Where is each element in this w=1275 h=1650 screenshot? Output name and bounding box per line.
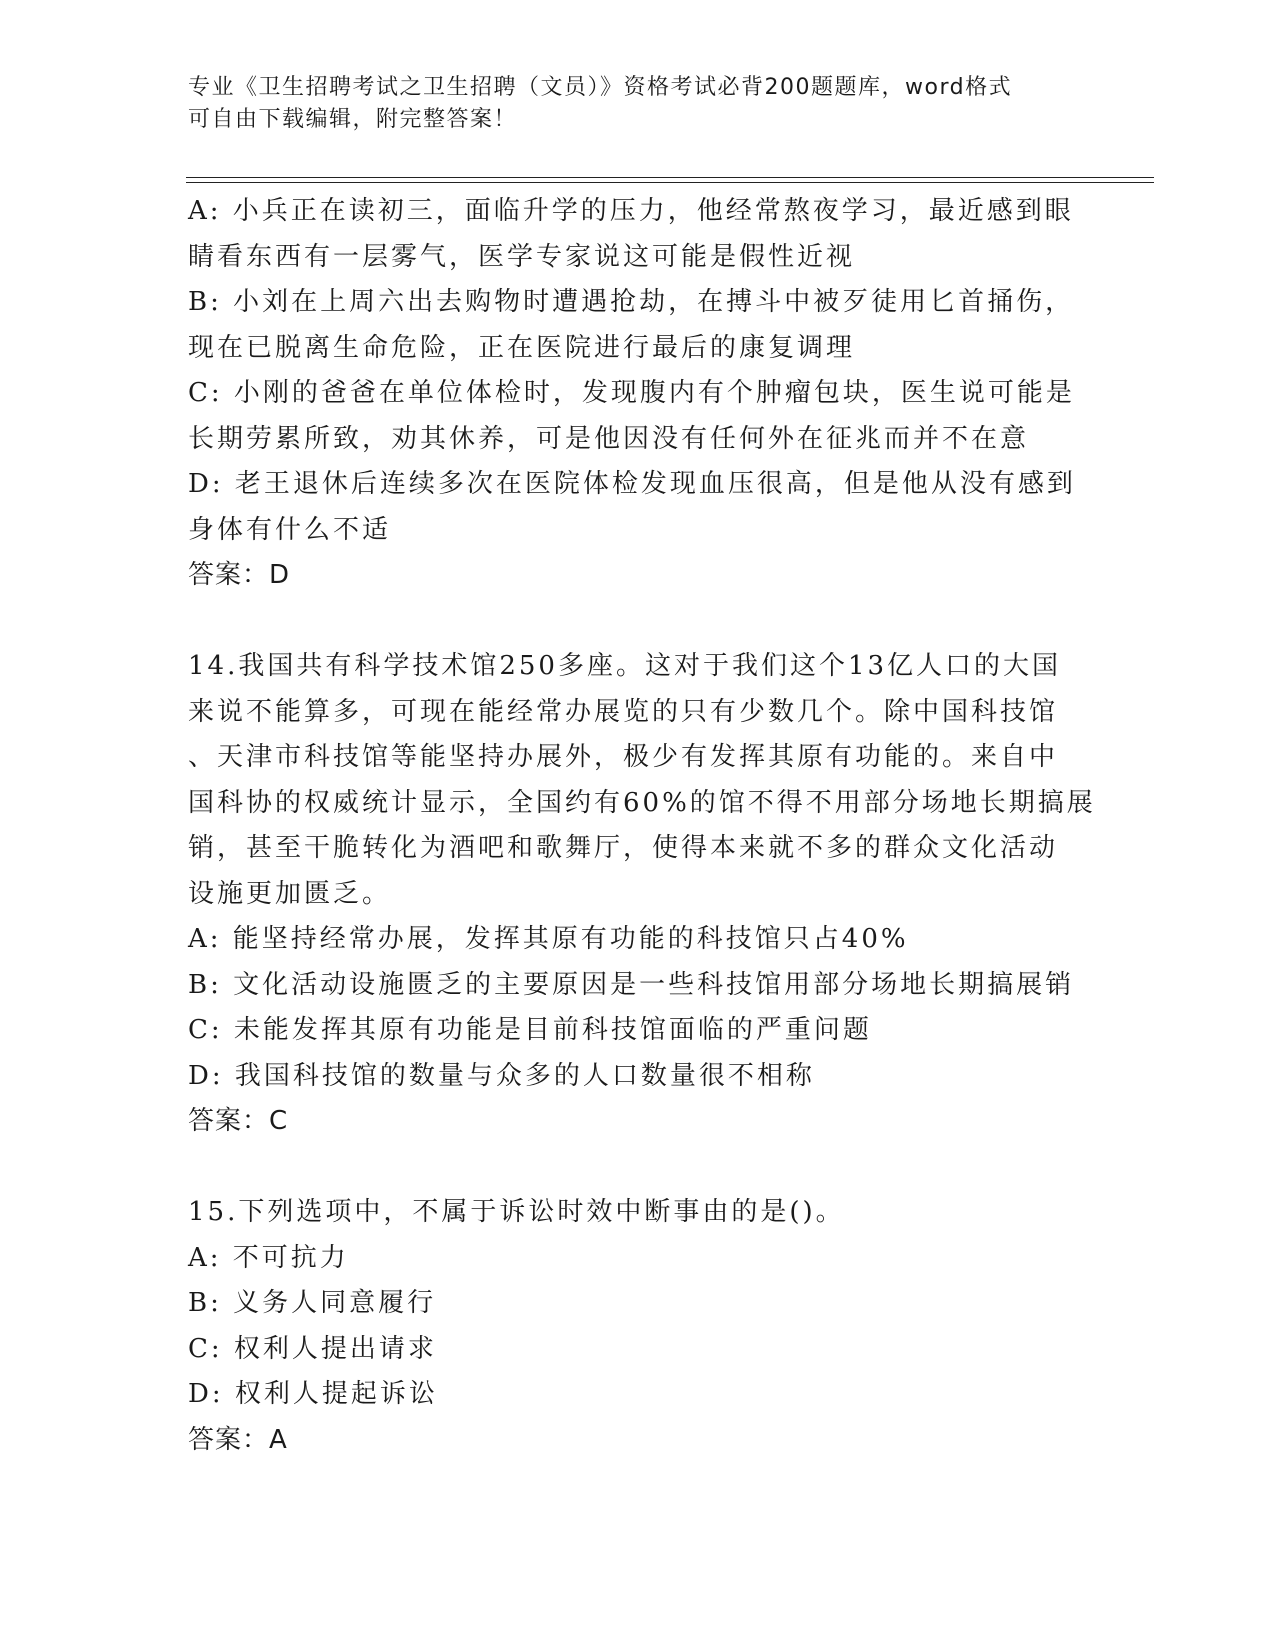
q14-stem-line-3: 、天津市科技馆等能坚持办展外，极少有发挥其原有功能的。来自中 bbox=[188, 742, 1059, 772]
q13-option-d-line-1: D: 老王退休后连续多次在医院体检发现血压很高，但是他从没有感到 bbox=[188, 469, 1076, 499]
q15-option-c: C: 权利人提出请求 bbox=[188, 1333, 437, 1364]
q13-option-c-line-1: C: 小刚的爸爸在单位体检时，发现腹内有个肿瘤包块，医生说可能是 bbox=[188, 378, 1075, 408]
q15-stem: 15.下列选项中，不属于诉讼时效中断事由的是()。 bbox=[188, 1197, 845, 1227]
question-content bbox=[188, 189, 1096, 1463]
q14-option-a: A: 能坚持经常办展，发挥其原有功能的科技馆只占40% bbox=[188, 924, 909, 954]
q15-option-b: B: 义务人同意履行 bbox=[188, 1288, 437, 1318]
spacer bbox=[188, 599, 1088, 645]
q15-answer: 答案：A bbox=[188, 1424, 288, 1455]
q14-stem-line-6: 设施更加匮乏。 bbox=[188, 878, 392, 909]
q15-option-d: D: 权利人提起诉讼 bbox=[188, 1379, 438, 1409]
header-divider-bottom bbox=[186, 182, 1154, 183]
question-13-options bbox=[188, 189, 1088, 599]
q14-option-c: C: 未能发挥其原有功能是目前科技馆面临的严重问题 bbox=[188, 1015, 872, 1045]
q14-stem-line-4: 国科协的权威统计显示，全国约有60%的馆不得不用部分场地长期搞展 bbox=[188, 787, 1096, 818]
q13-option-a-line-2: 睛看东西有一层雾气，医学专家说这可能是假性近视 bbox=[188, 241, 856, 272]
q14-stem-line-2: 来说不能算多，可现在能经常办展览的只有少数几个。除中国科技馆 bbox=[188, 696, 1059, 727]
q13-option-b-line-2: 现在已脱离生命危险，正在医院进行最后的康复调理 bbox=[188, 332, 856, 363]
question-14 bbox=[188, 644, 1096, 1145]
q13-option-a-line-1: A: 小兵正在读初三，面临升学的压力，他经常熬夜学习，最近感到眼 bbox=[188, 196, 1074, 226]
q15-option-a: A: 不可抗力 bbox=[188, 1242, 349, 1273]
q14-option-b: B: 文化活动设施匮乏的主要原因是一些科技馆用部分场地长期搞展销 bbox=[188, 969, 1075, 1000]
q13-option-b-line-1: B: 小刘在上周六出去购物时遭遇抢劫，在搏斗中被歹徒用匕首捅伤， bbox=[188, 287, 1075, 317]
q13-option-d-line-2: 身体有什么不适 bbox=[188, 514, 392, 545]
spacer bbox=[188, 1145, 1088, 1191]
header-divider-top bbox=[186, 177, 1154, 178]
header-title-line-1: 专业《卫生招聘考试之卫生招聘（文员）》资格考试必背200题题库，word格式 bbox=[188, 75, 1013, 100]
q14-answer: 答案：C bbox=[188, 1106, 289, 1136]
q14-option-d: D: 我国科技馆的数量与众多的人口数量很不相称 bbox=[188, 1060, 815, 1091]
question-15 bbox=[188, 1190, 1088, 1463]
document-header bbox=[188, 72, 1068, 136]
q13-answer: 答案：D bbox=[188, 560, 291, 590]
header-title-line-2: 可自由下载编辑，附完整答案！ bbox=[188, 107, 518, 132]
q14-stem-line-5: 销，甚至干脆转化为酒吧和歌舞厅，使得本来就不多的群众文化活动 bbox=[188, 833, 1059, 863]
q14-stem-line-1: 14.我国共有科学技术馆250多座。这对于我们这个13亿人口的大国 bbox=[188, 651, 1062, 681]
q13-option-c-line-2: 长期劳累所致，劝其休养，可是他因没有任何外在征兆而并不在意 bbox=[188, 423, 1030, 454]
